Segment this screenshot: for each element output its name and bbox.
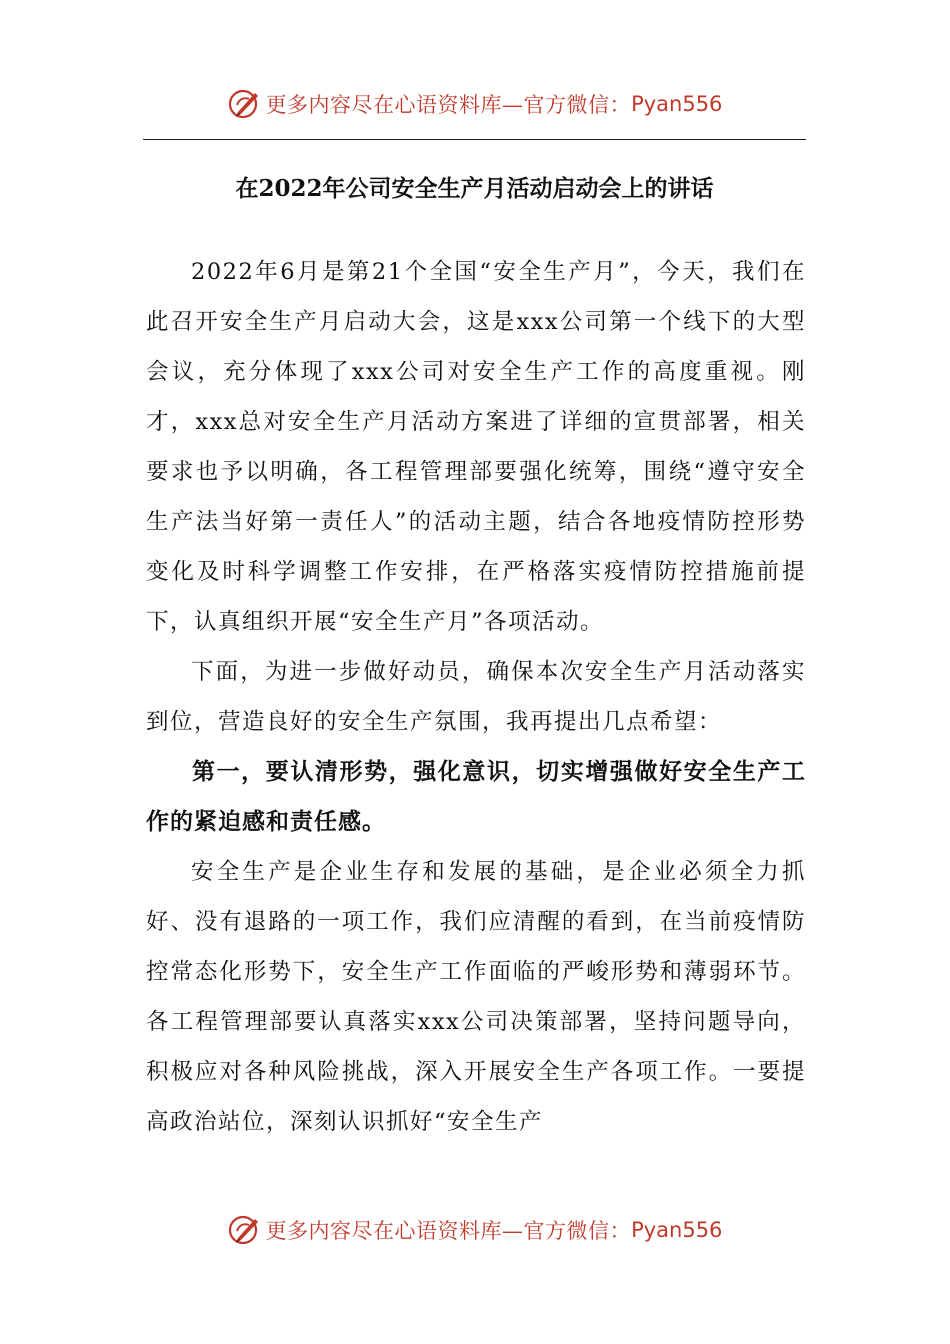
watermark-header	[0, 84, 950, 124]
document-title: 在2022年公司安全生产月活动启动会上的讲话	[235, 175, 714, 202]
watermark-id: Pyan556	[631, 92, 723, 116]
watermark-text: 更多内容尽在心语资料库—官方微信：	[265, 93, 632, 117]
watermark-id: Pyan556	[631, 1218, 723, 1242]
watermark-footer	[0, 1210, 950, 1250]
paragraph: 2022年6月是第21个全国“安全生产月”，今天，我们在此召开安全生产月启动大会，这是xxx公司第一个线下的大型会议，充分体现了xxx公司对安全生产工作的高度重视。刚才，xxx总对安全生产月活动方案进了详细的宣贯部署，相关要求也予以明确，各工程管理部要强化统筹，围绕“遵守安全生产法当好第一责任人”的活动主题，结合各地疫情防控形势变化及时科学调整工作安排，在严格落实疫情防控措施前提下，认真组织开展“安全生产月”各项活动。	[146, 259, 806, 635]
section-heading: 第一，要认清形势，强化意识，切实增强做好安全生产工作的紧迫感和责任感。	[146, 759, 806, 835]
paragraph: 安全生产是企业生存和发展的基础，是企业必须全力抓好、没有退路的一项工作，我们应清醒的看到，在当前疫情防控常态化形势下，安全生产工作面临的严峻形势和薄弱环节。各工程管理部要认真落实xxx公司决策部署，坚持问题导向，积极应对各种风险挑战，深入开展安全生产各项工作。一要提高政治站位，深刻认识抓好“安全生产	[146, 859, 806, 1135]
pen-logo-icon	[228, 87, 262, 121]
paragraph: 下面，为进一步做好动员，确保本次安全生产月活动落实到位，营造良好的安全生产氛围，我再提出几点希望：	[146, 659, 806, 735]
document-body	[146, 247, 806, 1147]
header-divider	[143, 139, 806, 140]
watermark-text: 更多内容尽在心语资料库—官方微信：	[265, 1219, 632, 1243]
pen-logo-icon	[228, 1213, 262, 1247]
